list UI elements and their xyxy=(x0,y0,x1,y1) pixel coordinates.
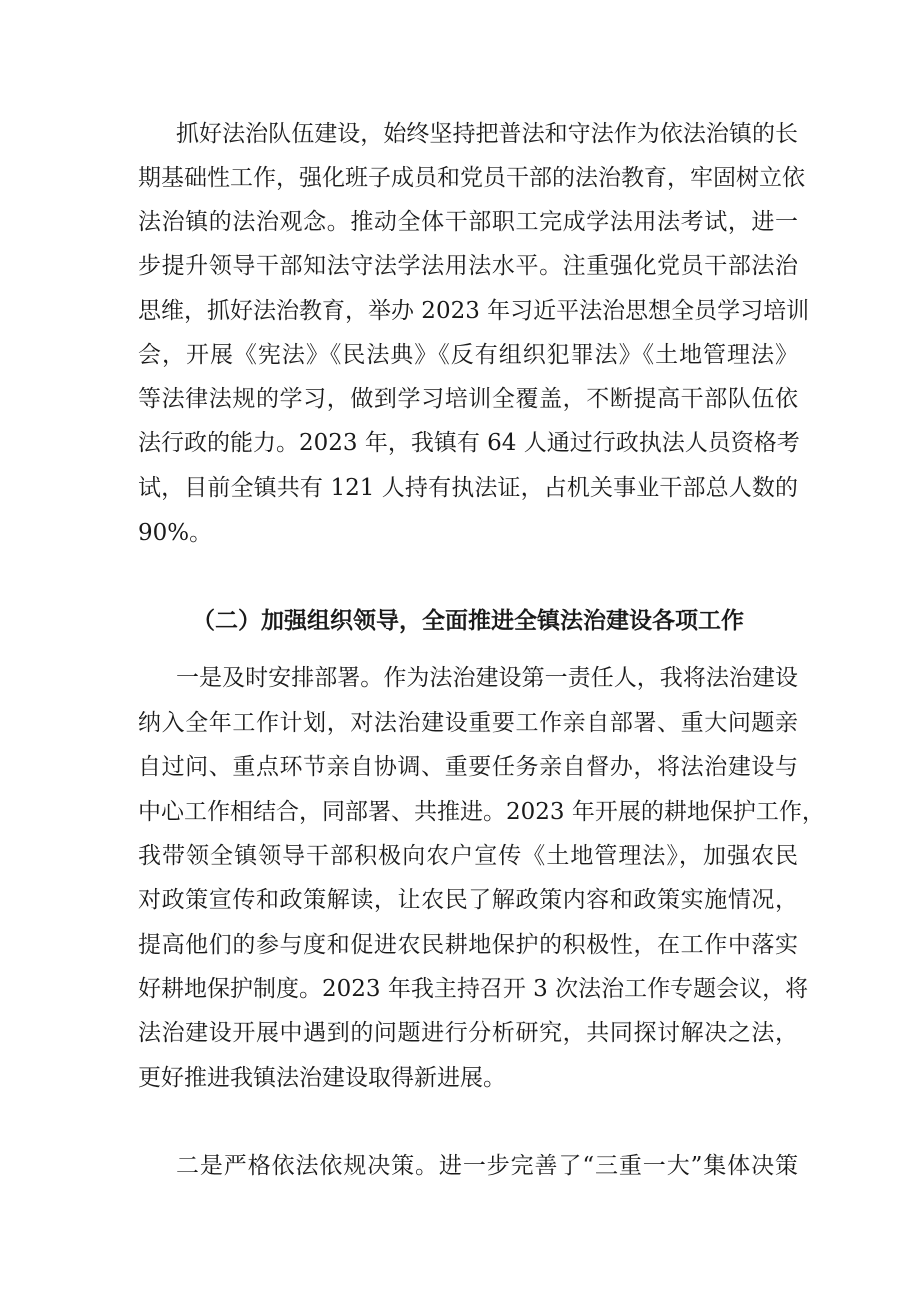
text-line: 会，开展《宪法》《民法典》《反有组织犯罪法》《土地管理法》 xyxy=(138,342,798,368)
text-line: 抓好法治队伍建设，始终坚持把普法和守法作为依法治镇的长 xyxy=(176,121,798,147)
text-line: 对政策宣传和政策解读，让农民了解政策内容和政策实施情况， xyxy=(138,887,798,913)
text-line: 步提升领导干部知法守法学法用法水平。注重强化党员干部法治 xyxy=(138,253,798,279)
text-line: 好耕地保护制度。2023 年我主持召开 3 次法治工作专题会议，将 xyxy=(138,976,809,1002)
text-line: 中心工作相结合，同部署、共推进。2023 年开展的耕地保护工作， xyxy=(138,799,825,825)
text-line: 等法律法规的学习，做到学习培训全覆盖，不断提高干部队伍依 xyxy=(138,386,798,412)
section-heading: （二）加强组织领导，全面推进全镇法治建设各项工作 xyxy=(192,607,744,634)
text-line: 思维，抓好法治教育，举办 2023 年习近平法治思想全员学习培训 xyxy=(138,298,810,324)
text-line: 一是及时安排部署。作为法治建设第一责任人，我将法治建设 xyxy=(176,665,798,691)
text-line: 提高他们的参与度和促进农民耕地保护的积极性，在工作中落实 xyxy=(138,932,798,958)
text-line: 我带领全镇领导干部积极向农户宣传《土地管理法》，加强农民 xyxy=(138,843,798,869)
text-line: 纳入全年工作计划，对法治建设重要工作亲自部署、重大问题亲 xyxy=(138,710,798,736)
text-line: 90%。 xyxy=(138,520,213,546)
text-line: 法行政的能力。2023 年，我镇有 64 人通过行政执法人员资格考 xyxy=(138,430,800,456)
text-line: 法治镇的法治观念。推动全体干部职工完成学法用法考试，进一 xyxy=(138,209,798,235)
text-line: 自过问、重点环节亲自协调、重要任务亲自督办，将法治建设与 xyxy=(138,754,798,780)
text-line: 更好推进我镇法治建设取得新进展。 xyxy=(138,1065,506,1091)
text-line: 期基础性工作，强化班子成员和党员干部的法治教育，牢固树立依 xyxy=(138,165,805,191)
text-line: 二是严格依法依规决策。进一步完善了“三重一大”集体决策 xyxy=(176,1153,798,1179)
text-line: 试，目前全镇共有 121 人持有执法证，占机关事业干部总人数的 xyxy=(138,475,798,501)
text-line: 法治建设开展中遇到的问题进行分析研究，共同探讨解决之法， xyxy=(138,1020,798,1046)
